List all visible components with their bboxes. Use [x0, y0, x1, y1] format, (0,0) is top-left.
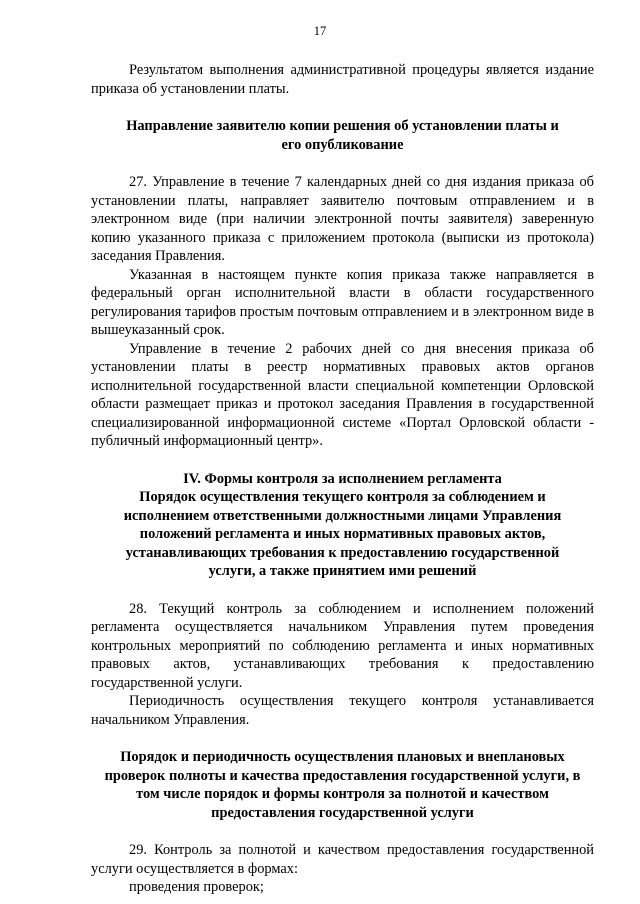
paragraph-29: 29. Контроль за полнотой и качеством предоставления государственной услуги осуществляется в формах: [91, 842, 594, 877]
heading-line: проверок полноты и качества предоставления государственной услуги, в [104, 767, 581, 784]
heading-line: IV. Формы контроля за исполнением регламента [183, 470, 502, 487]
section-heading-iv [91, 470, 594, 581]
paragraph-28: 28. Текущий контроль за соблюдением и исполнением положений регламента осуществляется начальником Управления путем проведения контрольных мероприятий по соблюдению регламента и иных нормативных правовых актов, устанавливающих требования к предоставлению государственной услуги. [91, 600, 594, 691]
heading-line: Порядок и периодичность осуществления плановых и внеплановых [120, 749, 565, 765]
document-body [91, 61, 594, 897]
paragraph-publication: Управление в течение 2 рабочих дней со дня внесения приказа об установлении платы в реестр нормативных правовых актов органов исполнительной государственной власти специальной компетенции Орловской области размещает приказ и протокол заседания Правления в государственной специализированной информационной системе «Портал Орловской области - публичный информационный центр». [91, 340, 594, 449]
heading-line: положений регламента и иных нормативных правовых актов, [139, 526, 546, 542]
heading-line: том числе порядок и формы контроля за полнотой и качеством [136, 786, 549, 802]
heading-line: Направление заявителю копии решения об установлении платы и [126, 118, 559, 134]
paragraph-27: 27. Управление в течение 7 календарных дней со дня издания приказа об установлении платы, направляет заявителю почтовым отправлением и в электронном виде (при наличии электронной почты заявителя) заверенную копию указанного приказа с приложением протокола (выписки из протокола) заседания Правления. [91, 174, 594, 264]
heading-line: исполнением ответственными должностными лицами Управления [123, 507, 562, 524]
heading-line: устанавливающих требования к предоставлению государственной [125, 544, 560, 561]
paragraph-result: Результатом выполнения административной процедуры является издание приказа об установлении платы. [91, 62, 594, 97]
heading-line: Порядок осуществления текущего контроля за соблюдением и [139, 489, 546, 505]
section-heading-inspections [91, 748, 594, 822]
heading-line: его опубликование [281, 136, 404, 153]
page-number: 17 [313, 24, 327, 38]
heading-line: услуги, а также принятием ими решений [208, 563, 477, 579]
section-heading-direction [91, 117, 594, 154]
paragraph-periodicity: Периодичность осуществления текущего контроля устанавливается начальником Управления. [91, 693, 594, 728]
paragraph-copy-also: Указанная в настоящем пункте копия приказа также направляется в федеральный орган исполнительной власти в области государственного регулирования тарифов простым почтовым отправлением и в электронном виде в вышеуказанный срок. [91, 266, 594, 338]
list-item-inspections: проведения проверок; [129, 879, 264, 895]
heading-line: предоставления государственной услуги [211, 804, 474, 821]
